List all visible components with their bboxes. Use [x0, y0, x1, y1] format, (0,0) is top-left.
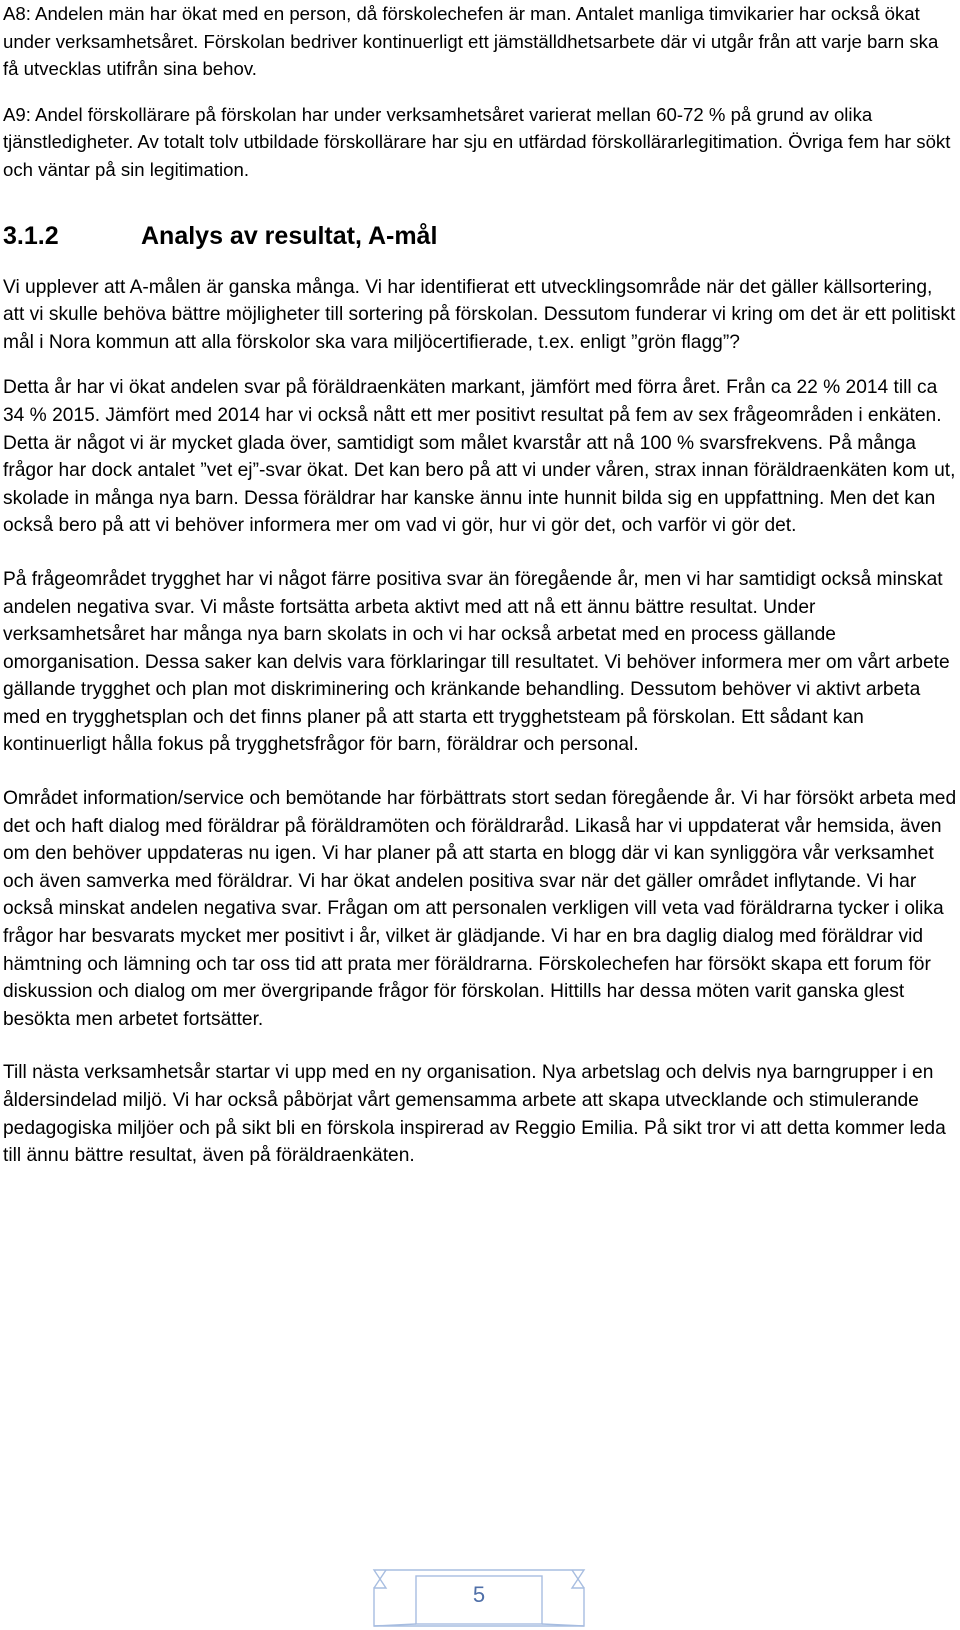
body-paragraph-5: Till nästa verksamhetsår startar vi upp med en ny organisation. Nya arbetslag och delvis nya barngrupper i en åldersindelad miljö. Vi har också påbörjat vårt gemensamma arbete att skapa utvecklande och stimulerande pedagogiska miljöer och på sikt bli en förskola inspirerad av Reggio Emilia. På sikt tror vi att detta kommer leda till ännu bättre resultat, även på föräldraenkäten.	[3, 1062, 946, 1167]
body-paragraph-4: Området information/service och bemötande har förbättrats stort sedan föregående år. Vi har försökt arbeta med det och haft dialog med föräldrar på föräldramöten och föräldraråd. Likaså har vi uppdaterat vår hemsida, även om den behöver uppdateras nu igen. Vi har planer på att starta en blogg där vi kan synliggöra vår verksamhet och även samverka med föräldrar. Vi har ökat andelen positiva svar när det gäller området inflytande. Vi har också minskat andelen negativa svar. Frågan om att personalen verkligen vill veta vad föräldrarna tycker i olika frågor har besvarats mycket mer positivt i år, vilket är glädjande. Vi har en bra daglig dialog med föräldrar vid hämtning och lämning och tar oss tid att prata mer föräldrarna. Förskolechefen har försökt skapa ett forum för diskussion och dialog om mer övergripande frågor för förskolan. Hittills har dessa möten varit ganska glest besökta men arbetet fortsätter.	[3, 788, 957, 1030]
section-number: 3.1.2	[3, 221, 59, 250]
page-content	[3, 0, 958, 1170]
paragraph-a8: A8: Andelen män har ökat med en person, då förskolechefen är man. Antalet manliga timvikarier har också ökat under verksamhetsåret. Förskolan bedriver kontinuerligt ett jämställdhetsarbete där vi utgår från att varje barn ska få utvecklas utifrån sina behov.	[3, 3, 939, 80]
paragraph-a9: A9: Andel förskollärare på förskolan har under verksamhetsåret varierat mellan 60-72 % på grund av olika tjänstledigheter. Av totalt tolv utbildade förskollärare har sju en utfärdad förskollärarlegitimation. Övriga fem har sökt och väntar på sin legitimation.	[3, 103, 951, 180]
body-paragraph-3: På frågeområdet trygghet har vi något färre positiva svar än föregående år, men vi har samtidigt också minskat andelen negativa svar. Vi måste fortsätta arbeta aktivt med att nå ett ännu bättre resultat. Under verksamhetsåret har många nya barn skolats in och vi har också arbetat med en process gällande omorganisation. Dessa saker kan delvis vara förklaringar till resultatet. Vi behöver informera mer om vårt arbete gällande trygghet och plan mot diskriminering och kränkande behandling. Dessutom behöver vi aktivt arbeta med en trygghetsplan och det finns planer på att starta ett trygghetsteam på förskolan. Ett sådant kan kontinuerligt hålla fokus på trygghetsfrågor för barn, föräldrar och personal.	[3, 568, 950, 756]
page-number: 5	[472, 1582, 486, 1607]
page-number-box	[372, 1568, 586, 1628]
section-title: Analys av resultat, A-mål	[141, 221, 438, 250]
body-paragraph-1: Vi upplever att A-målen är ganska många. Vi har identifierat ett utvecklingsområde när det gäller källsortering, att vi skulle behöva bättre möjligheter till sortering på förskolan. Dessutom funderar vi kring om det är ett politiskt mål i Nora kommun att alla förskolor ska vara miljöcertifierade, t.ex. enligt ”grön flagg”?	[3, 276, 956, 353]
section-heading	[3, 220, 958, 252]
body-paragraph-2: Detta år har vi ökat andelen svar på föräldraenkäten markant, jämfört med förra året. Från ca 22 % 2014 till ca 34 % 2015. Jämfört med 2014 har vi också nått ett mer positivt resultat på fem av sex frågeområden i enkäten. Detta är något vi är mycket glada över, samtidigt som målet kvarstår att nå 100 % svarsfrekvens. På många frågor har dock antalet ”vet ej”-svar ökat. Det kan bero på att vi under våren, strax innan föräldraenkäten kom ut, skolade in många nya barn. Dessa föräldrar har kanske ännu inte hunnit bilda sig en uppfattning. Men det kan också bero på att vi behöver informera mer om vad vi gör, hur vi gör det, och varför vi gör det.	[3, 377, 956, 537]
